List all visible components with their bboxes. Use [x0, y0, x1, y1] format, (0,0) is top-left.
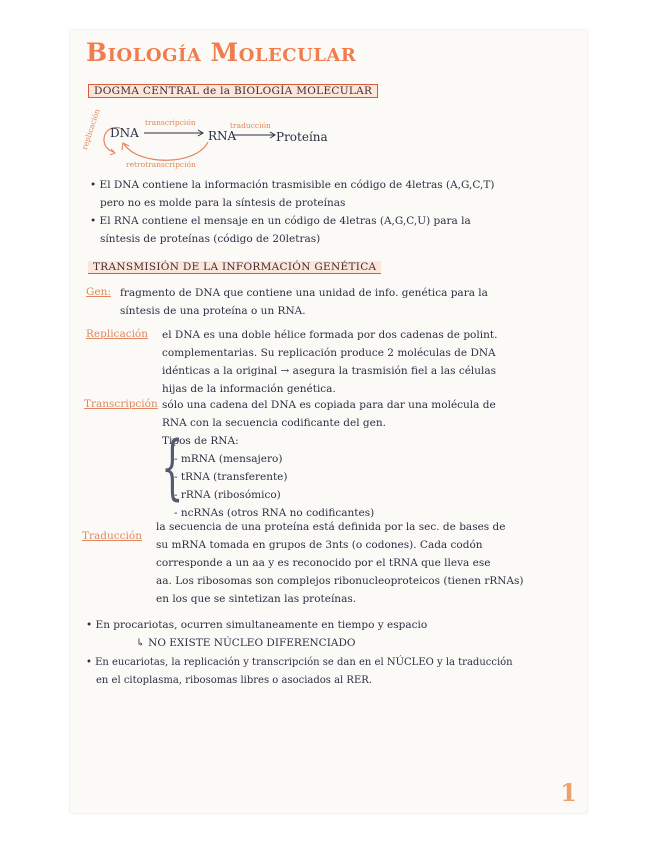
diagram-protein: Proteína — [276, 130, 328, 144]
page-number: 1 — [560, 778, 577, 807]
section-heading-dogma: DOGMA CENTRAL de la BIOLOGÍA MOLECULAR — [88, 84, 378, 98]
diagram-reverse-label: retrotranscripción — [126, 160, 196, 169]
translation-label: Traducción — [82, 530, 142, 542]
gen-definition: fragmento de DNA que contiene una unidad de info. genética para la síntesis de una proteína o un RNA. — [120, 287, 488, 317]
prokaryotes-note: • En procariotas, ocurren simultaneamente en tiempo y espacio ↳ NO EXISTE NÚCLEO DIFERENCIADO — [86, 619, 428, 649]
brace-icon: { — [161, 426, 184, 508]
list-item: - mRNA (mensajero) — [174, 453, 283, 465]
dogma-bullet-rna: • El RNA contiene el mensaje en un código de 4letras (A,G,C,U) para la síntesis de proteínas (código de 20letras) — [90, 215, 471, 245]
list-item: - ncRNAs (otros RNA no codificantes) — [174, 507, 375, 519]
arrow-right-icon — [144, 129, 206, 137]
diagram-dna: DNA — [110, 126, 139, 140]
list-item: - tRNA (transferente) — [174, 471, 288, 483]
eukaryotes-note: • En eucariotas, la replicación y transcripción se dan en el NÚCLEO y la traducción en el citoplasma, ribosomas libres o asociados al RER. — [86, 657, 513, 686]
gen-label: Gen: — [86, 286, 111, 298]
page-title: Biología Molecular — [86, 38, 357, 67]
rna-types-list — [174, 450, 374, 522]
notebook-page — [70, 30, 587, 813]
arrow-right-icon — [234, 131, 278, 139]
section-heading-transmision: TRANSMISIÓN DE LA INFORMACIÓN GENÉTICA — [88, 261, 381, 274]
list-item: - rRNA (ribosómico) — [174, 489, 281, 501]
translation-definition: la secuencia de una proteína está definida por la sec. de bases de su mRNA tomada en grupos de 3nts (o codones). Cada codón corresponde a un aa y es reconocido por el tRNA que lleva ese aa. Los ribosomas son complejos ribonucleoproteicos (tienen rRNAs) en los que se sintetizan las proteínas. — [156, 521, 524, 605]
transcription-definition: sólo una cadena del DNA es copiada para dar una molécula de RNA con la secuencia codificante del gen. — [162, 399, 496, 429]
diagram-rna: RNA — [208, 129, 237, 143]
diagram-replication-label: replicación — [80, 107, 102, 151]
replication-label: Replicación — [86, 328, 149, 340]
dogma-bullet-dna: • El DNA contiene la información trasmisible en código de 4letras (A,G,C,T) pero no es molde para la síntesis de proteínas — [90, 179, 495, 209]
diagram-translation-label: traducción — [230, 121, 271, 130]
replication-definition: el DNA es una doble hélice formada por dos cadenas de polint. complementarias. Su replicación produce 2 moléculas de DNA idénticas a la original → asegura la trasmisión fiel a las células hijas de la información genética. — [162, 329, 498, 395]
diagram-transcription-label: transcripción — [145, 118, 196, 127]
rna-types-heading: Tipos de RNA: — [162, 435, 239, 447]
transcription-label: Transcripción — [84, 398, 158, 410]
